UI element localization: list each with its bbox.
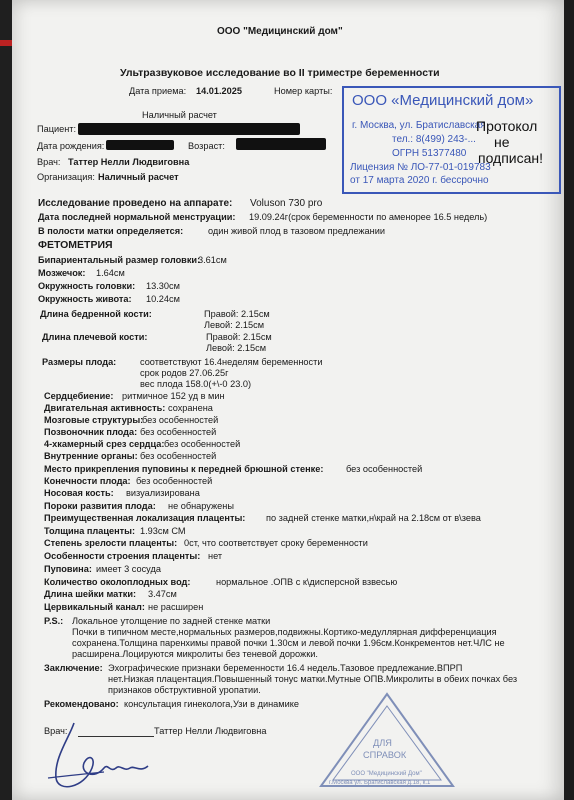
date-value: 14.01.2025 — [196, 86, 242, 96]
row-label: Пороки развития плода: — [44, 501, 156, 511]
row-label: Количество околоплодных вод: — [44, 577, 191, 587]
recommended-value: консультация гинеколога,Узи в динамике — [124, 699, 299, 709]
row-label: Степень зрелости плаценты: — [44, 538, 178, 548]
org-label: Организация: — [37, 172, 95, 182]
row-value: нет — [208, 551, 223, 561]
uterus-label: В полости матки определяется: — [38, 226, 184, 236]
ps-label: P.S.: — [44, 616, 64, 626]
birth-redaction — [106, 140, 174, 150]
document-page — [12, 0, 564, 800]
head-circ-value: 13.30см — [146, 281, 180, 291]
triangle-stamp-center: ДЛЯ — [373, 738, 392, 748]
fetal-size-line2: срок родов 27.06.25г — [140, 368, 229, 378]
stamp-phone: тел.: 8(499) 243-... — [392, 134, 476, 145]
doctor-name: Таттер Нелли Людвиговна — [68, 157, 190, 167]
row-value: без особенностей — [140, 427, 217, 437]
cerebellum-label: Мозжечок: — [38, 268, 86, 278]
stamp-ogrn: ОГРН 51377480 — [392, 148, 467, 159]
row-value: без особенностей — [140, 451, 217, 461]
bpd-value: 3.61см — [198, 255, 227, 265]
triangle-stamp-bottom1: ООО "Медицинский Дом" — [351, 771, 422, 777]
row-value: нормальное .ОПВ с к\дисперсной взвесью — [216, 577, 398, 587]
clinic-stamp — [342, 86, 561, 194]
row-value: не расширен — [148, 602, 204, 612]
fetal-size-line3: вес плода 158.0(+\-0 23.0) — [140, 379, 252, 389]
uterus-value: один живой плод в тазовом предлежании — [208, 226, 385, 236]
age-label: Возраст: — [188, 141, 225, 151]
lmp-value: 19.09.24г(срок беременности по аменорее 16.5 недель) — [249, 212, 488, 222]
row-label: Пуповина: — [44, 564, 92, 574]
birth-label: Дата рождения: — [37, 141, 105, 151]
org-value: Наличный расчет — [98, 172, 179, 182]
ps-line: Почки в типичном месте,нормальных размеров,подвижны.Кортико-медуллярная дифференциация — [72, 627, 497, 637]
row-label: Двигательная активность: — [44, 403, 166, 413]
row-label: Длина шейки матки: — [44, 589, 137, 599]
lmp-label: Дата последней нормальной менструации: — [38, 212, 236, 222]
row-value: ритмичное 152 уд в мин — [122, 391, 225, 401]
age-redaction — [236, 138, 326, 150]
row-label: Сердцебиение: — [44, 391, 114, 401]
row-value: 3.47см — [148, 589, 177, 599]
apparatus-value: Voluson 730 pro — [250, 198, 323, 209]
row-label: Мозговые структуры: — [44, 415, 144, 425]
unsigned-notice-1: Протокол — [476, 118, 538, 134]
conclusion-line: Эхографические признаки беременности 16.4 недель.Тазовое предлежание.ВПРП — [108, 663, 463, 673]
fetometry-title: ФЕТОМЕТРИЯ — [38, 239, 113, 251]
doctor-label: Врач: — [37, 157, 61, 167]
cerebellum-value: 1.64см — [96, 268, 125, 278]
femur-left: Левой: 2.15см — [204, 320, 265, 330]
ps-line: Локальное утолщение по задней стенке матки — [72, 616, 271, 626]
row-value: имеет 3 сосуда — [96, 564, 161, 574]
stamp-license-date: от 17 марта 2020 г. бессрочно — [350, 175, 489, 186]
signature-name: Таттер Нелли Людвиговна — [154, 726, 267, 736]
triangle-stamp-bottom2: г.Москва ул. Братиславская д.18, к.1 — [329, 780, 431, 786]
row-value: без особенностей — [142, 415, 219, 425]
triangle-stamp-word: СПРАВОК — [363, 750, 407, 760]
ps-line: сохранена.Толщина паренхимы правой почки 1.30см и левой почки 1.96см.Конкрементов нет.ЧЛС не — [72, 638, 505, 648]
stamp-license: Лицензия № ЛО-77-01-019783 — [350, 162, 491, 173]
row-label: Место прикрепления пуповины к передней брюшной стенке: — [44, 464, 324, 474]
row-label: Конечности плода: — [44, 476, 131, 486]
payment-type: Наличный расчет — [142, 110, 217, 120]
row-label: Позвоночник плода: — [44, 427, 138, 437]
row-value: без особенностей — [136, 476, 213, 486]
triangle-stamp — [317, 690, 457, 795]
conclusion-label: Заключение: — [44, 663, 103, 673]
row-label: Толщина плаценты: — [44, 526, 136, 536]
org-title: ООО "Медицинский дом" — [217, 26, 343, 37]
row-value: 0ст, что соответствует сроку беременности — [184, 538, 368, 548]
head-circ-label: Окружность головки: — [38, 281, 136, 291]
conclusion-line: признаков обструктивной уропатии. — [108, 685, 261, 695]
patient-label: Пациент: — [37, 124, 77, 134]
humerus-left: Левой: 2.15см — [206, 343, 267, 353]
document-title: Ультразвуковое исследование во II триместре беременности — [120, 67, 440, 79]
row-label: 4-хкамерный срез сердца: — [44, 439, 165, 449]
row-label: Преимущественная локализация плаценты: — [44, 513, 246, 523]
row-label: Внутренние органы: — [44, 451, 138, 461]
handwritten-signature — [44, 718, 164, 798]
femur-label: Длина бедренной кости: — [40, 309, 152, 319]
fetal-size-label: Размеры плода: — [42, 357, 117, 367]
stamp-address: г. Москва, ул. Братиславская — [352, 120, 486, 131]
date-label: Дата приема: — [129, 86, 187, 96]
row-label: Носовая кость: — [44, 488, 114, 498]
humerus-right: Правой: 2.15см — [206, 332, 272, 342]
unsigned-notice-2: не — [494, 134, 510, 150]
abdomen-circ-value: 10.24см — [146, 294, 180, 304]
fetal-size-line1: соответствуют 16.4неделям беременности — [140, 357, 323, 367]
recommended-label: Рекомендовано: — [44, 699, 119, 709]
row-value: визуализирована — [126, 488, 200, 498]
row-value: по задней стенке матки,н\край на 2.18см от в\зева — [266, 513, 481, 523]
signature-label: Врач: — [44, 726, 68, 736]
card-label: Номер карты: — [274, 86, 333, 96]
ps-line: расширена.Лоцируются микролиты без теневой дорожки. — [72, 649, 318, 659]
apparatus-label: Исследование проведено на аппарате: — [38, 198, 233, 209]
femur-right: Правой: 2.15см — [204, 309, 270, 319]
stamp-title: ООО «Медицинский дом» — [352, 92, 534, 109]
row-label: Особенности строения плаценты: — [44, 551, 201, 561]
row-value: 1.93см СМ — [140, 526, 186, 536]
bpd-label: Бипариентальный размер головки: — [38, 255, 201, 265]
unsigned-notice-3: подписан! — [478, 150, 544, 166]
row-label: Цервикальный канал: — [44, 602, 145, 612]
row-value: сохранена — [168, 403, 213, 413]
patient-redaction — [78, 123, 300, 135]
row-value: без особенностей — [346, 464, 423, 474]
conclusion-line: нет.Низкая плацентация.Повышенный тонус матки.Мутные ОПВ.Микролиты в обеих почках без — [108, 674, 518, 684]
row-value: без особенностей — [164, 439, 241, 449]
abdomen-circ-label: Окружность живота: — [38, 294, 132, 304]
row-value: не обнаружены — [168, 501, 234, 511]
humerus-label: Длина плечевой кости: — [42, 332, 148, 342]
